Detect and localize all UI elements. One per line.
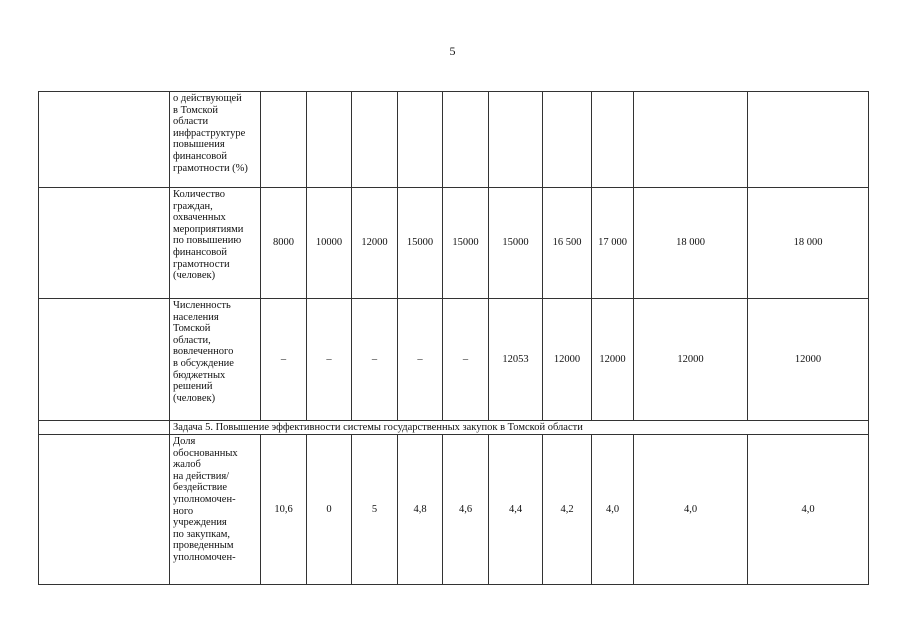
value-cell: – xyxy=(443,299,489,421)
value-cell: 12000 xyxy=(543,299,592,421)
value-cell: 15000 xyxy=(443,188,489,299)
value-cell: 15000 xyxy=(398,188,443,299)
value-cell xyxy=(398,92,443,188)
value-cell: 12000 xyxy=(748,299,869,421)
indicator-name: Количество граждан, охваченных мероприятиями по повышению финансовой грамотности (человек) xyxy=(170,188,261,299)
indicators-table xyxy=(38,91,869,585)
table-row xyxy=(39,435,869,585)
value-cell: 4,4 xyxy=(489,435,543,585)
value-cell xyxy=(543,92,592,188)
value-cell: 4,2 xyxy=(543,435,592,585)
empty-cell xyxy=(39,435,170,585)
value-cell: 4,8 xyxy=(398,435,443,585)
value-cell: 12000 xyxy=(634,299,748,421)
value-cell: 18 000 xyxy=(634,188,748,299)
value-cell xyxy=(634,92,748,188)
task-title: Задача 5. Повышение эффективности системы государственных закупок в Томской области xyxy=(170,421,869,435)
value-cell: 17 000 xyxy=(592,188,634,299)
value-cell: – xyxy=(352,299,398,421)
value-cell xyxy=(592,92,634,188)
value-cell: 5 xyxy=(352,435,398,585)
value-cell xyxy=(261,92,307,188)
value-cell: 4,0 xyxy=(748,435,869,585)
indicator-name: Доля обоснованных жалоб на действия/ бездействие уполномочен- ного учреждения по закупкам, проведенным уполномочен- xyxy=(170,435,261,585)
table-row xyxy=(39,188,869,299)
value-cell xyxy=(748,92,869,188)
value-cell: 4,0 xyxy=(592,435,634,585)
value-cell: 18 000 xyxy=(748,188,869,299)
value-cell: – xyxy=(307,299,352,421)
empty-cell xyxy=(39,188,170,299)
task-row xyxy=(39,421,869,435)
value-cell: 12053 xyxy=(489,299,543,421)
indicator-name: о действующей в Томской области инфраструктуре повышения финансовой грамотности (%) xyxy=(170,92,261,188)
value-cell: 4,6 xyxy=(443,435,489,585)
empty-cell xyxy=(39,421,170,435)
empty-cell xyxy=(39,92,170,188)
empty-cell xyxy=(39,299,170,421)
value-cell: 12000 xyxy=(592,299,634,421)
indicator-name: Численность населения Томской области, вовлеченного в обсуждение бюджетных решений (человек) xyxy=(170,299,261,421)
value-cell: 16 500 xyxy=(543,188,592,299)
page-number: 5 xyxy=(449,44,456,58)
value-cell: 15000 xyxy=(489,188,543,299)
value-cell: 10,6 xyxy=(261,435,307,585)
value-cell: 0 xyxy=(307,435,352,585)
table-row xyxy=(39,92,869,188)
value-cell xyxy=(443,92,489,188)
value-cell: 4,0 xyxy=(634,435,748,585)
value-cell: 12000 xyxy=(352,188,398,299)
value-cell: – xyxy=(398,299,443,421)
value-cell xyxy=(489,92,543,188)
table-row xyxy=(39,299,869,421)
value-cell xyxy=(307,92,352,188)
value-cell xyxy=(352,92,398,188)
value-cell: 10000 xyxy=(307,188,352,299)
value-cell: 8000 xyxy=(261,188,307,299)
value-cell: – xyxy=(261,299,307,421)
